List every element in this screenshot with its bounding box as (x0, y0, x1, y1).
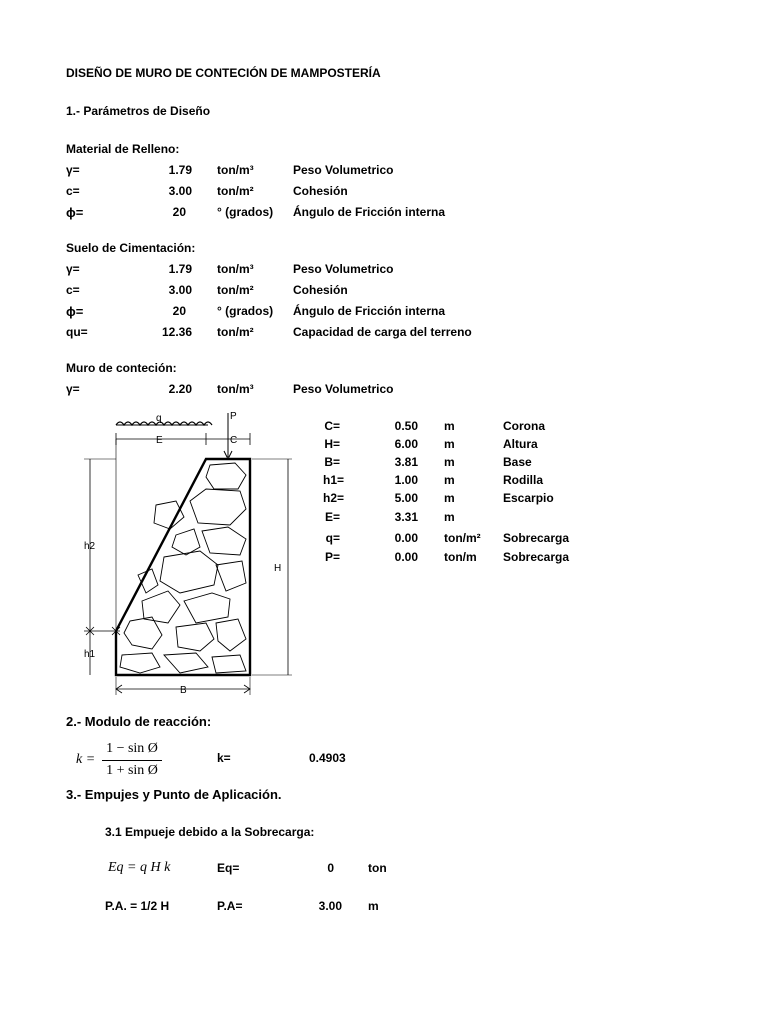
geom-symbol: E= (324, 510, 340, 524)
label-e: E (156, 435, 163, 446)
geom-value: 6.00 (394, 437, 418, 451)
param-symbol: ϕ= (66, 205, 84, 220)
geom-symbol: H= (324, 437, 340, 451)
param-unit: ton/m³ (217, 163, 254, 177)
param-symbol: c= (66, 184, 80, 198)
muro-heading: Muro de conteción: (66, 361, 177, 375)
section-1-heading: 1.- Parámetros de Diseño (66, 104, 211, 118)
geom-description: Escarpio (503, 491, 554, 505)
geom-description: Corona (503, 419, 545, 433)
geom-unit: m (444, 419, 455, 433)
param-unit: ton/m³ (217, 262, 254, 276)
geom-value: 0.00 (394, 550, 418, 564)
param-description: Peso Volumetrico (293, 163, 394, 177)
label-h2: h2 (84, 541, 96, 552)
k-value: 0.4903 (309, 751, 346, 765)
param-value: 1.79 (168, 262, 192, 276)
param-value: 12.36 (161, 325, 192, 339)
param-unit: ° (grados) (217, 304, 274, 318)
param-symbol: ϕ= (66, 304, 84, 319)
k-formula-lhs: k = (76, 752, 96, 767)
param-unit: ton/m² (217, 184, 254, 198)
param-symbol: c= (66, 283, 80, 297)
masonry-stones (120, 463, 246, 673)
eq-unit: ton (368, 861, 387, 875)
label-h1: h1 (84, 649, 96, 660)
section-2-heading: 2.- Modulo de reacción: (66, 714, 212, 729)
param-unit: ° (grados) (217, 205, 274, 219)
param-symbol: γ= (66, 163, 80, 177)
geom-value: 3.31 (394, 510, 418, 524)
geom-description: Altura (503, 437, 538, 451)
param-description: Cohesión (293, 184, 348, 198)
wall-outline (116, 459, 250, 675)
pa-unit: m (368, 899, 379, 913)
label-q: q (156, 413, 162, 424)
pa-value: 3.00 (318, 899, 342, 913)
param-value: 20 (172, 205, 186, 219)
geom-description: Base (503, 455, 532, 469)
param-description: Ángulo de Fricción interna (293, 304, 446, 318)
param-description: Peso Volumetrico (293, 262, 394, 276)
cimentacion-heading: Suelo de Cimentación: (66, 241, 196, 255)
label-c: C (230, 435, 238, 446)
geom-unit: m (444, 455, 455, 469)
retaining-wall-diagram (80, 405, 300, 705)
geom-value: 0.50 (394, 419, 418, 433)
geom-unit: ton/m² (444, 531, 481, 545)
fraction-bar (102, 760, 162, 761)
geom-description: Sobrecarga (503, 550, 570, 564)
param-value: 3.00 (168, 184, 192, 198)
geom-symbol: P= (324, 550, 340, 564)
param-description: Ángulo de Fricción interna (293, 205, 446, 219)
k-label: k= (217, 751, 231, 765)
pa-label: P.A= (217, 899, 243, 913)
geom-value: 3.81 (394, 455, 418, 469)
param-unit: ton/m² (217, 283, 254, 297)
eq-value: 0 (327, 861, 334, 875)
geom-description: Sobrecarga (503, 531, 570, 545)
param-description: Capacidad de carga del terreno (293, 325, 472, 339)
page-title: DISEÑO DE MURO DE CONTECIÓN DE MAMPOSTERÍA (66, 66, 381, 80)
param-description: Cohesión (293, 283, 348, 297)
pa-formula: P.A. = 1/2 H (105, 899, 170, 913)
geom-symbol: B= (324, 455, 340, 469)
geom-value: 5.00 (394, 491, 418, 505)
label-h: H (274, 563, 282, 574)
geom-value: 1.00 (394, 473, 418, 487)
geom-unit: m (444, 510, 455, 524)
geom-symbol: q= (325, 531, 340, 545)
section-3-heading: 3.- Empujes y Punto de Aplicación. (66, 787, 282, 802)
eq-label: Eq= (217, 861, 240, 875)
geom-value: 0.00 (394, 531, 418, 545)
geom-symbol: h1= (322, 473, 344, 487)
param-unit: ton/m³ (217, 382, 254, 396)
label-p: P (230, 411, 237, 422)
geom-unit: m (444, 491, 455, 505)
geom-symbol: h2= (322, 491, 344, 505)
eq-formula: Eq = q H k (108, 860, 171, 875)
param-value: 2.20 (168, 382, 192, 396)
section-3-1-heading: 3.1 Empueje debido a la Sobrecarga: (105, 825, 315, 839)
param-symbol: γ= (66, 262, 80, 276)
k-formula-numerator: 1 − sin Ø (106, 741, 158, 756)
param-value: 20 (172, 304, 186, 318)
param-description: Peso Volumetrico (293, 382, 394, 396)
param-symbol: γ= (66, 382, 80, 396)
param-value: 1.79 (168, 163, 192, 177)
geom-unit: m (444, 473, 455, 487)
param-symbol: qu= (66, 325, 88, 339)
param-value: 3.00 (168, 283, 192, 297)
geom-description: Rodilla (503, 473, 544, 487)
geom-symbol: C= (324, 419, 340, 433)
geom-unit: ton/m (444, 550, 477, 564)
param-unit: ton/m² (217, 325, 254, 339)
relleno-heading: Material de Relleno: (66, 142, 180, 156)
geom-unit: m (444, 437, 455, 451)
label-b: B (180, 685, 187, 696)
k-formula-denominator: 1 + sin Ø (106, 763, 158, 778)
